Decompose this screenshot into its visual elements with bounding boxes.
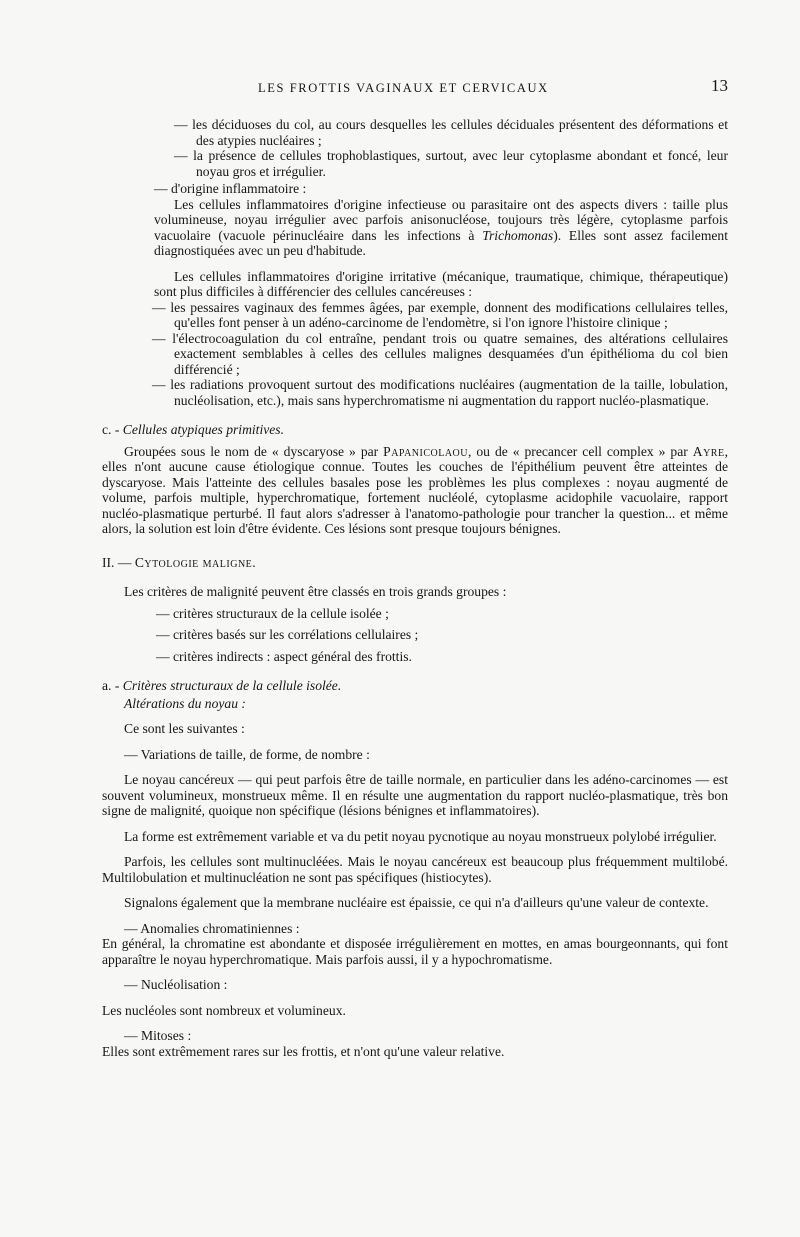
paragraph-chromatin: En général, la chromatine est abondante et disposée irrégulièrement en mottes, en amas bourgeonnants, qui font apparaître le noyau hyperchromatique. Mais parfois aussi, il y a hypochromatisme. — [102, 936, 728, 967]
paragraph-deciduoses: — les déciduoses du col, au cours desquelles les cellules déciduales présentent des déformations et des atypies nucléaires ; — [174, 117, 728, 148]
paragraph-electrocoagulation: — l'électrocoagulation du col entraîne, pendant trois ou quatre semaines, des altérations cellulaires exactement semblables à celles des cellules malignes desquamées d'un épithélioma du col bien différencié ; — [152, 330, 728, 377]
trichomonas-term: Trichomonas — [482, 227, 554, 243]
paragraph-variations: — Variations de taille, de forme, de nombre : — [124, 746, 370, 762]
running-header — [258, 76, 728, 100]
section-heading-ii: II. — Cytologie maligne. — [102, 554, 257, 570]
list-item-structural: — critères structuraux de la cellule isolée ; — [156, 605, 389, 621]
section-heading-c: c. - Cellules atypiques primitives. — [102, 422, 284, 437]
paragraph-mitoses-heading: — Mitoses : — [124, 1028, 192, 1043]
paragraph-infectious-cells: Les cellules inflammatoires d'origine infectieuse ou parasitaire ont des aspects divers : taille plus volumineuse, noyau irrégulier avec parfois anisonucléose, toujours très légère, cytoplasme parfois vacuolaire (vacuole périnucléaire dans les infections à Trichomonas). Elles sont assez facilement diagnostiquées avec un peu d'habitude. — [154, 196, 728, 258]
paragraph-radiations: — les radiations provoquent surtout des modifications nucléaires (augmentation de la taille, lobulation, nucléolisation, etc.), mais sans hyperchromatisme ni augmentation du rapport nucléo-plasmatique. — [152, 377, 728, 408]
list-item-indirect: — critères indirects : aspect général des frottis. — [156, 648, 412, 664]
paragraph-inflammatory-origin: — d'origine inflammatoire : — [154, 181, 307, 196]
paragraph-dyscaryose: Groupées sous le nom de « dyscaryose » par Papanicolaou, ou de « precancer cell complex » par Ayre, elles n'ont aucune cause étiologique connue. Toutes les couches de l'épithélium peuvent être atteintes de dyscaryose. Mais l'atteinte des cellules basales pose les problèmes les plus complexes : noyau augmenté de volume, parfois multiple, hyperchromatique, fortement nucléolé, cytoplasme acidophile vacuolaire, rapport nucléo-plasmatique perturbé. Il faut alors s'adresser à l'anatomo-pathologie pour trancher la question... et même alors, la solution est loin d'être évidente. Ces lésions sont presque toujours bénignes. — [102, 443, 728, 536]
paragraph-mitoses: Elles sont extrêmement rares sur les frottis, et n'ont qu'une valeur relative. — [102, 1043, 505, 1059]
paragraph-trophoblastic: — la présence de cellules trophoblastiques, surtout, avec leur cytoplasme abondant et foncé, leur noyau gros et irrégulier. — [174, 148, 728, 179]
subheading-nucleus-alterations: Altérations du noyau : — [124, 695, 246, 711]
paragraph-nucleolisation-heading: — Nucléolisation : — [124, 977, 228, 992]
paragraph-chromatin-heading: — Anomalies chromatiniennes : — [124, 920, 300, 936]
paragraph-following: Ce sont les suivantes : — [124, 721, 245, 736]
paragraph-multinucleated: Parfois, les cellules sont multinucléées. Mais le noyau cancéreux est beaucoup plus fréquemment multilobé. Multilobulation et multinucléation ne sont pas spécifiques (histiocytes). — [102, 854, 728, 885]
paragraph-shape: La forme est extrêmement variable et va du petit noyau pycnotique au noyau monstrueux polylobé irrégulier. — [124, 828, 717, 844]
author-ayre: Ayre — [692, 443, 725, 459]
paragraph-criteria-intro: Les critères de malignité peuvent être classés en trois grands groupes : — [124, 584, 507, 599]
page-body — [102, 117, 728, 1059]
list-item-correlations: — critères basés sur les corrélations cellulaires ; — [156, 627, 419, 642]
page-number: 13 — [711, 76, 728, 95]
paragraph-cancer-nucleus: Le noyau cancéreux — qui peut parfois être de taille normale, en particulier dans les adéno-carcinomes — est souvent volumineux, monstrueux même. Il en résulte une augmentation du rapport nucléo-plasmatique, très bon signe de malignité, quoique non spécifique (lésions bénignes et inflammatoires). — [102, 772, 728, 818]
section-heading-a: a. - Critères structuraux de la cellule isolée. — [102, 678, 342, 693]
paragraph-pessaries: — les pessaires vaginaux des femmes âgées, par exemple, donnent des modifications cellulaires telles, qu'elles font penser à un adéno-carcinome de l'endomètre, si l'on ignore l'histoire clinique ; — [152, 299, 728, 330]
paragraph-membrane: Signalons également que la membrane nucléaire est épaissie, ce qui n'a d'ailleurs qu'une valeur de contexte. — [124, 895, 709, 910]
paragraph-irritative-cells: Les cellules inflammatoires d'origine irritative (mécanique, traumatique, chimique, thérapeutique) sont plus difficiles à différencier des cellules cancéreuses : — [154, 268, 728, 299]
running-title: LES FROTTIS VAGINAUX ET CERVICAUX — [258, 81, 549, 95]
author-papanicolaou: Papanicolaou — [383, 443, 469, 459]
paragraph-nucleoli: Les nucléoles sont nombreux et volumineux. — [102, 1002, 346, 1018]
